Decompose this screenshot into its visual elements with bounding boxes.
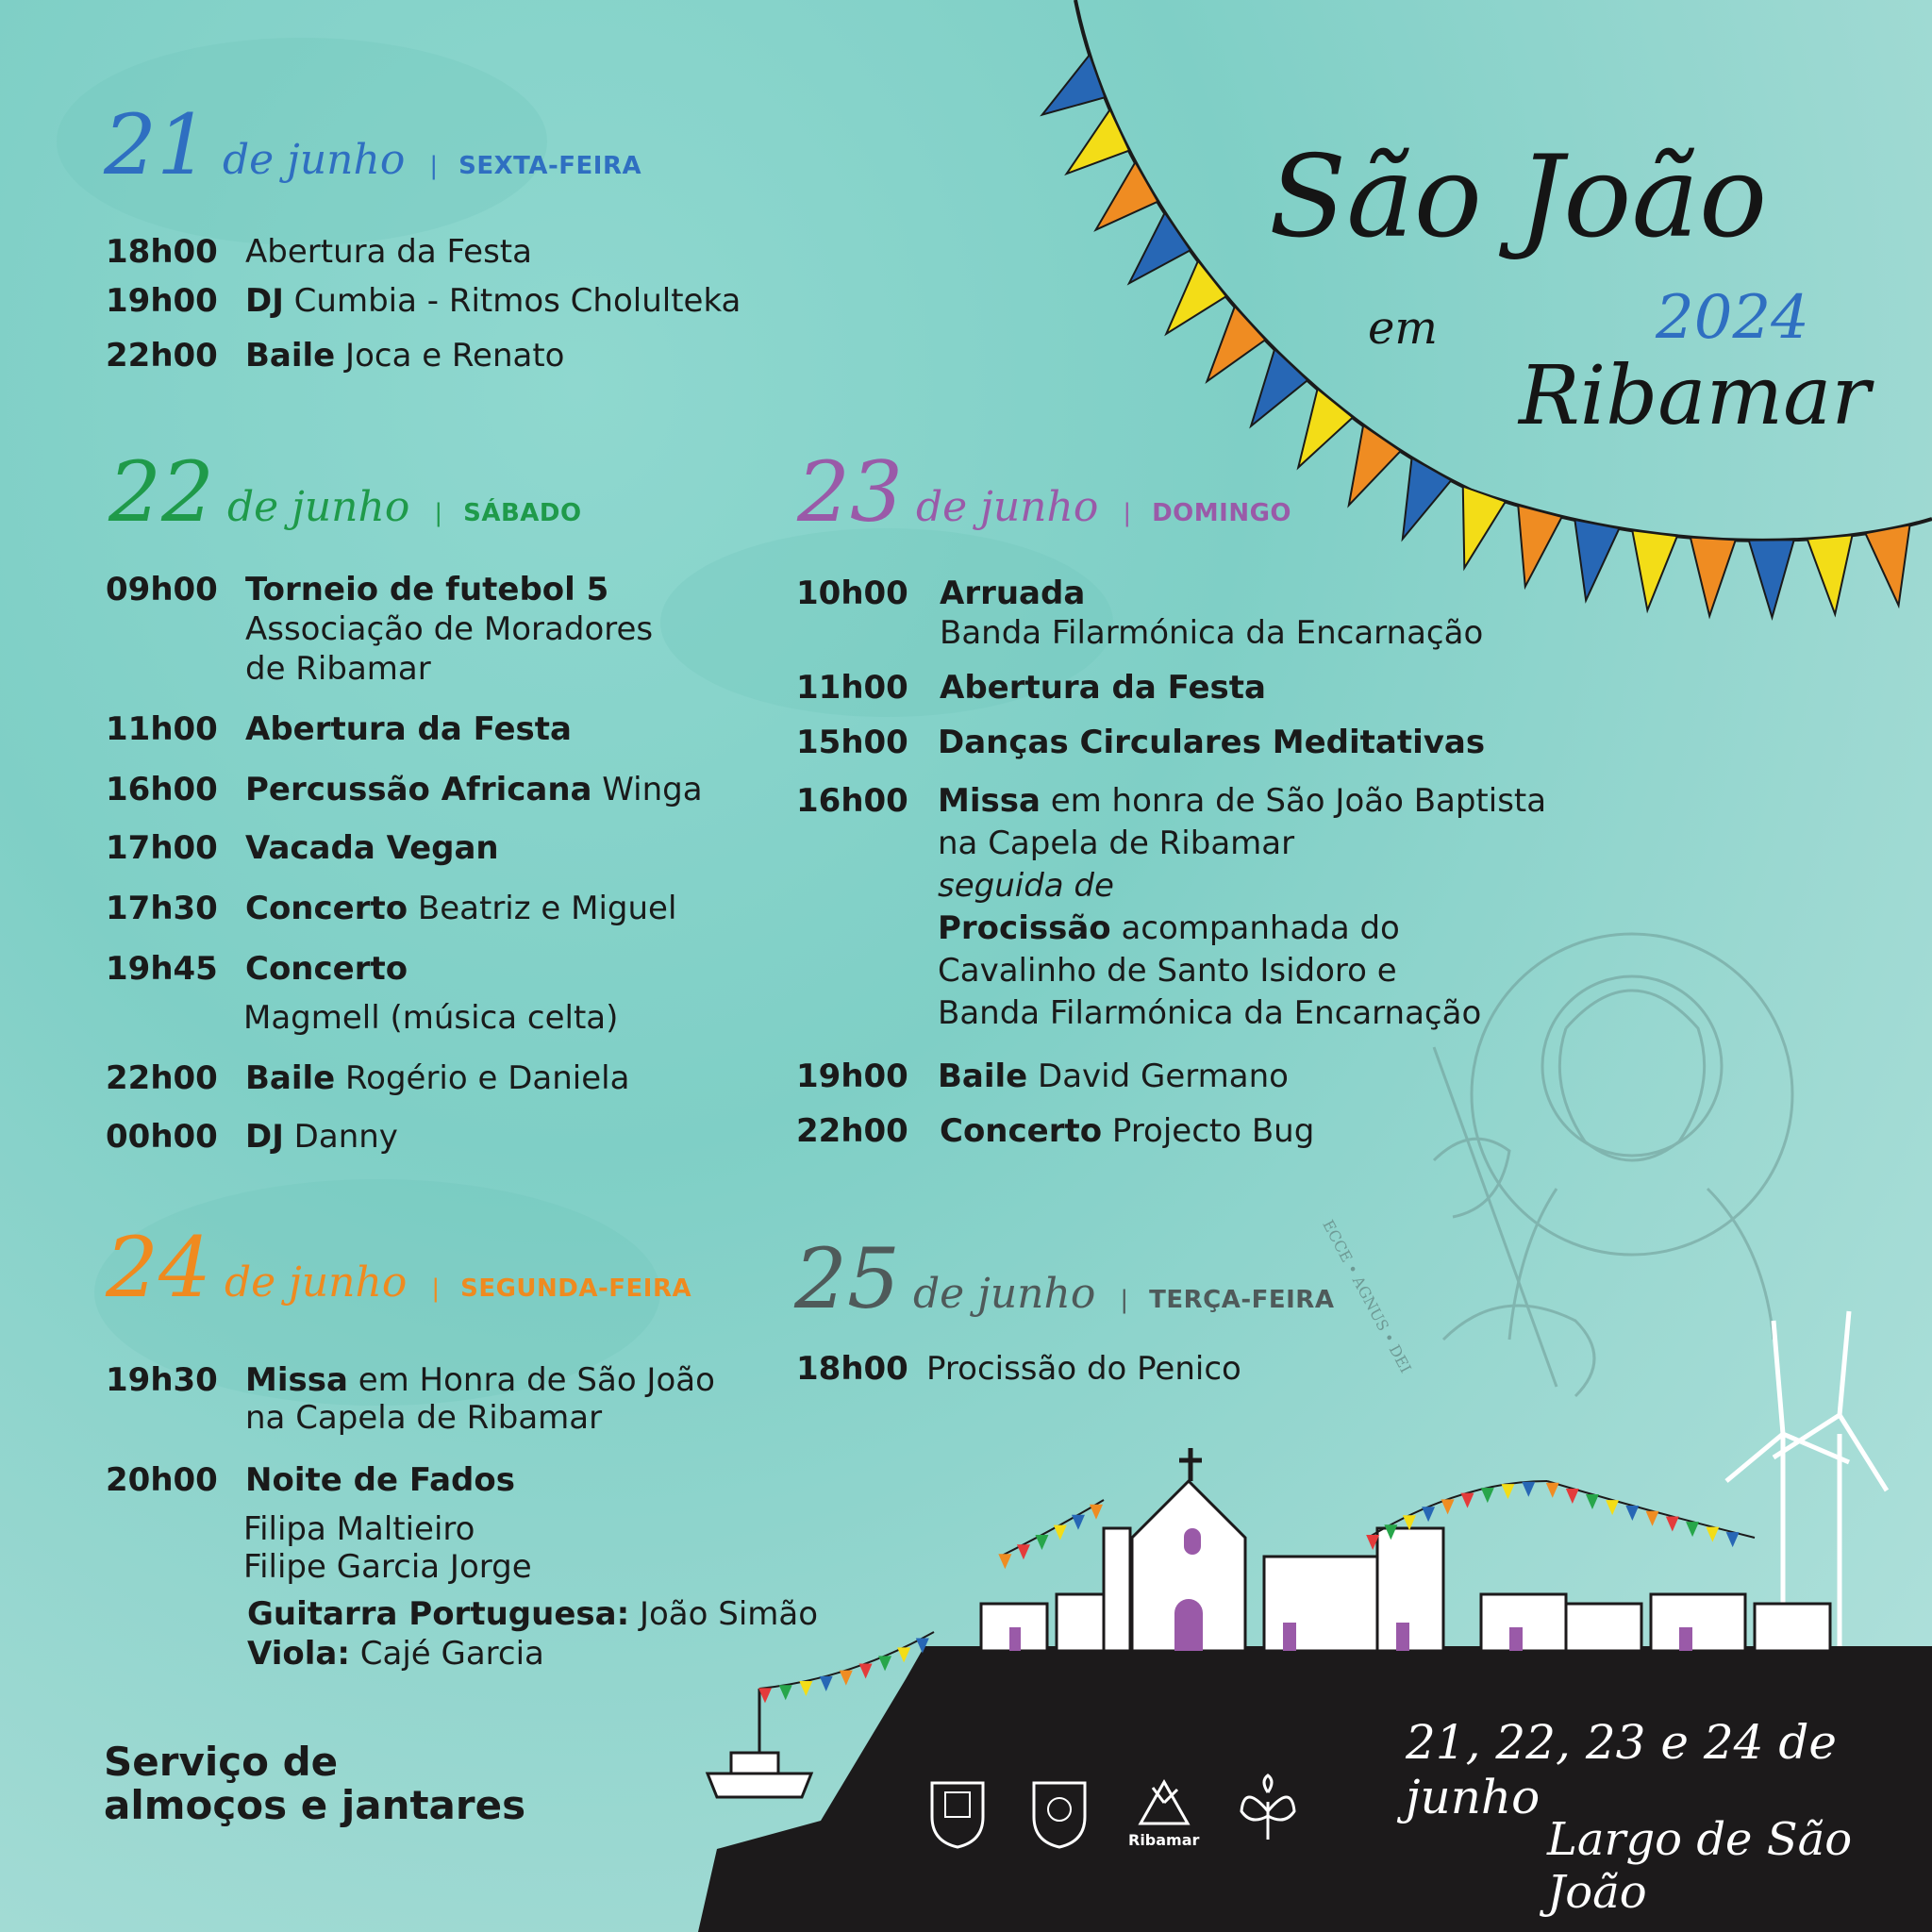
small-bunting-flag <box>1646 1511 1659 1526</box>
small-bunting-flag <box>1441 1499 1455 1514</box>
day-weekday: SEXTA-FEIRA <box>458 152 642 180</box>
small-bunting-flag <box>1422 1507 1435 1522</box>
event-desc: Procissão do Penico <box>926 1350 1241 1388</box>
windmill-icon <box>1136 1774 1192 1831</box>
day-number: 21 <box>104 96 209 193</box>
event-time: 19h00 <box>106 282 218 320</box>
separator: | <box>434 499 443 527</box>
event-desc-line: seguida de <box>938 867 1114 905</box>
day-month: de junho <box>222 136 406 184</box>
event-desc-line: na Capela de Ribamar <box>245 1399 603 1437</box>
event-desc: Missa em Honra de São João <box>245 1361 715 1399</box>
day-month: de junho <box>915 483 1099 531</box>
event-desc: Concerto Beatriz e Miguel <box>245 890 677 927</box>
day-weekday: SEGUNDA-FEIRA <box>460 1274 692 1303</box>
event-desc: Baile Joca e Renato <box>245 337 565 375</box>
event-time: 19h00 <box>796 1058 908 1095</box>
festival-dates: 21, 22, 23 e 24 de junho <box>1406 1715 1837 1824</box>
performer-line: Guitarra Portuguesa: João Simão <box>247 1595 819 1633</box>
event-desc: Arruada <box>940 575 1086 612</box>
event-desc: DJ Danny <box>245 1118 398 1156</box>
performer-line: Viola: Cajé Garcia <box>247 1635 544 1673</box>
small-bunting-flag <box>859 1663 873 1678</box>
day-month: de junho <box>224 1258 408 1307</box>
small-bunting-flag <box>1666 1516 1679 1531</box>
event-desc-line: na Capela de Ribamar <box>938 824 1295 862</box>
event-desc-line: Banda Filarmónica da Encarnação <box>940 614 1484 652</box>
event-desc: Abertura da Festa <box>940 669 1266 707</box>
small-bunting-flag <box>998 1554 1011 1569</box>
day-number: 25 <box>794 1230 900 1327</box>
event-desc: Concerto <box>245 950 408 988</box>
small-bunting-flag <box>1706 1527 1719 1542</box>
small-bunting-flag <box>1090 1505 1103 1520</box>
event-time: 22h00 <box>796 1112 908 1150</box>
small-bunting-flag <box>1566 1489 1579 1504</box>
small-bunting-flag <box>1054 1525 1067 1541</box>
event-desc-line: Filipa Maltieiro <box>243 1510 475 1548</box>
food-service-note <box>104 1740 525 1827</box>
event-time: 20h00 <box>106 1461 218 1499</box>
day-number: 23 <box>797 443 903 541</box>
separator: | <box>1123 499 1132 527</box>
small-bunting-flag <box>1017 1544 1030 1559</box>
small-bunting-flag <box>1625 1506 1639 1521</box>
event-desc: Abertura da Festa <box>245 233 532 271</box>
day-number: 24 <box>106 1219 211 1316</box>
event-desc: Percussão Africana Winga <box>245 771 703 808</box>
event-time: 11h00 <box>796 669 908 707</box>
day-month: de junho <box>226 483 410 531</box>
small-bunting-flag <box>820 1676 833 1691</box>
small-bunting-flag <box>878 1656 891 1671</box>
event-desc: Abertura da Festa <box>245 710 572 748</box>
event-time: 18h00 <box>106 233 218 271</box>
day-number: 22 <box>108 443 214 541</box>
crest-logo <box>924 1774 991 1849</box>
event-time: 11h00 <box>106 710 218 748</box>
small-bunting-flag <box>1726 1532 1740 1547</box>
food-service-line: almoços e jantares <box>104 1782 526 1828</box>
event-desc: Torneio de futebol 5 <box>245 571 609 608</box>
event-time: 17h30 <box>106 890 218 927</box>
separator: | <box>1120 1286 1129 1314</box>
event-time: 10h00 <box>796 575 908 612</box>
small-bunting-flag <box>799 1681 812 1696</box>
event-time: 19h45 <box>106 950 218 988</box>
day-weekday: TERÇA-FEIRA <box>1149 1286 1335 1314</box>
day-weekday: DOMINGO <box>1152 499 1292 527</box>
event-time: 16h00 <box>106 771 218 808</box>
event-desc-line: Procissão acompanhada do <box>938 909 1400 947</box>
small-bunting-flag <box>1035 1535 1048 1550</box>
small-bunting-flag <box>1501 1484 1514 1499</box>
event-desc-line: Cavalinho de Santo Isidoro e <box>938 952 1397 990</box>
event-desc-line: Associação de Moradores <box>245 610 654 648</box>
day-weekday: SÁBADO <box>463 499 582 527</box>
small-bunting-flag <box>897 1647 910 1662</box>
saint-banner-text: ECCE • AGNUS • DEI <box>1319 1217 1415 1376</box>
small-bunting-flag <box>1481 1488 1494 1503</box>
small-bunting-flag <box>840 1671 853 1686</box>
title-place: Ribamar <box>1519 349 1871 443</box>
small-bunting-flag <box>1072 1515 1085 1530</box>
event-desc: Baile David Germano <box>938 1058 1289 1095</box>
event-desc: Danças Circulares Meditativas <box>938 724 1486 761</box>
small-bunting-flag <box>1461 1493 1474 1508</box>
event-desc: Vacada Vegan <box>245 829 499 867</box>
partner-logos <box>924 1774 1301 1849</box>
small-bunting-flag <box>1546 1483 1559 1498</box>
event-time: 17h00 <box>106 829 218 867</box>
event-time: 15h00 <box>796 724 908 761</box>
event-time: 09h00 <box>106 571 218 608</box>
small-bunting-flag <box>1522 1482 1535 1497</box>
event-time: 22h00 <box>106 337 218 375</box>
crest-logo <box>1026 1774 1092 1849</box>
event-time: 18h00 <box>796 1350 908 1388</box>
small-bunting-flag <box>1686 1522 1699 1537</box>
event-time: 00h00 <box>106 1118 218 1156</box>
event-desc: DJ Cumbia - Ritmos Cholulteka <box>245 282 741 320</box>
small-bunting-flag <box>1606 1500 1619 1515</box>
event-desc-line: Banda Filarmónica da Encarnação <box>938 994 1482 1032</box>
title-year: 2024 <box>1656 283 1809 353</box>
small-bunting-flag <box>779 1685 792 1700</box>
event-desc: Missa em honra de São João Baptista <box>938 782 1547 820</box>
festival-venue: Largo de São João <box>1547 1813 1853 1919</box>
event-desc: Concerto Projecto Bug <box>940 1112 1315 1150</box>
event-desc: Baile Rogério e Daniela <box>245 1059 630 1097</box>
food-service-line: Serviço de <box>104 1739 339 1785</box>
association-logo-label: Ribamar <box>1128 1830 1200 1849</box>
event-time: 22h00 <box>106 1059 218 1097</box>
association-logo <box>1128 1774 1199 1849</box>
event-time: 16h00 <box>796 782 908 820</box>
event-desc-line: Magmell (música celta) <box>243 999 619 1037</box>
small-bunting-flag <box>1586 1494 1599 1509</box>
day-month: de junho <box>912 1270 1096 1318</box>
title-em: em <box>1368 302 1438 355</box>
event-desc-line: de Ribamar <box>245 650 431 688</box>
event-title: São João <box>1269 132 1768 263</box>
event-desc-line: Filipe Garcia Jorge <box>243 1548 532 1586</box>
event-desc: Noite de Fados <box>245 1461 515 1499</box>
separator: | <box>429 152 439 180</box>
separator: | <box>431 1274 441 1303</box>
fleur-logo <box>1235 1774 1301 1849</box>
event-time: 19h30 <box>106 1361 218 1399</box>
